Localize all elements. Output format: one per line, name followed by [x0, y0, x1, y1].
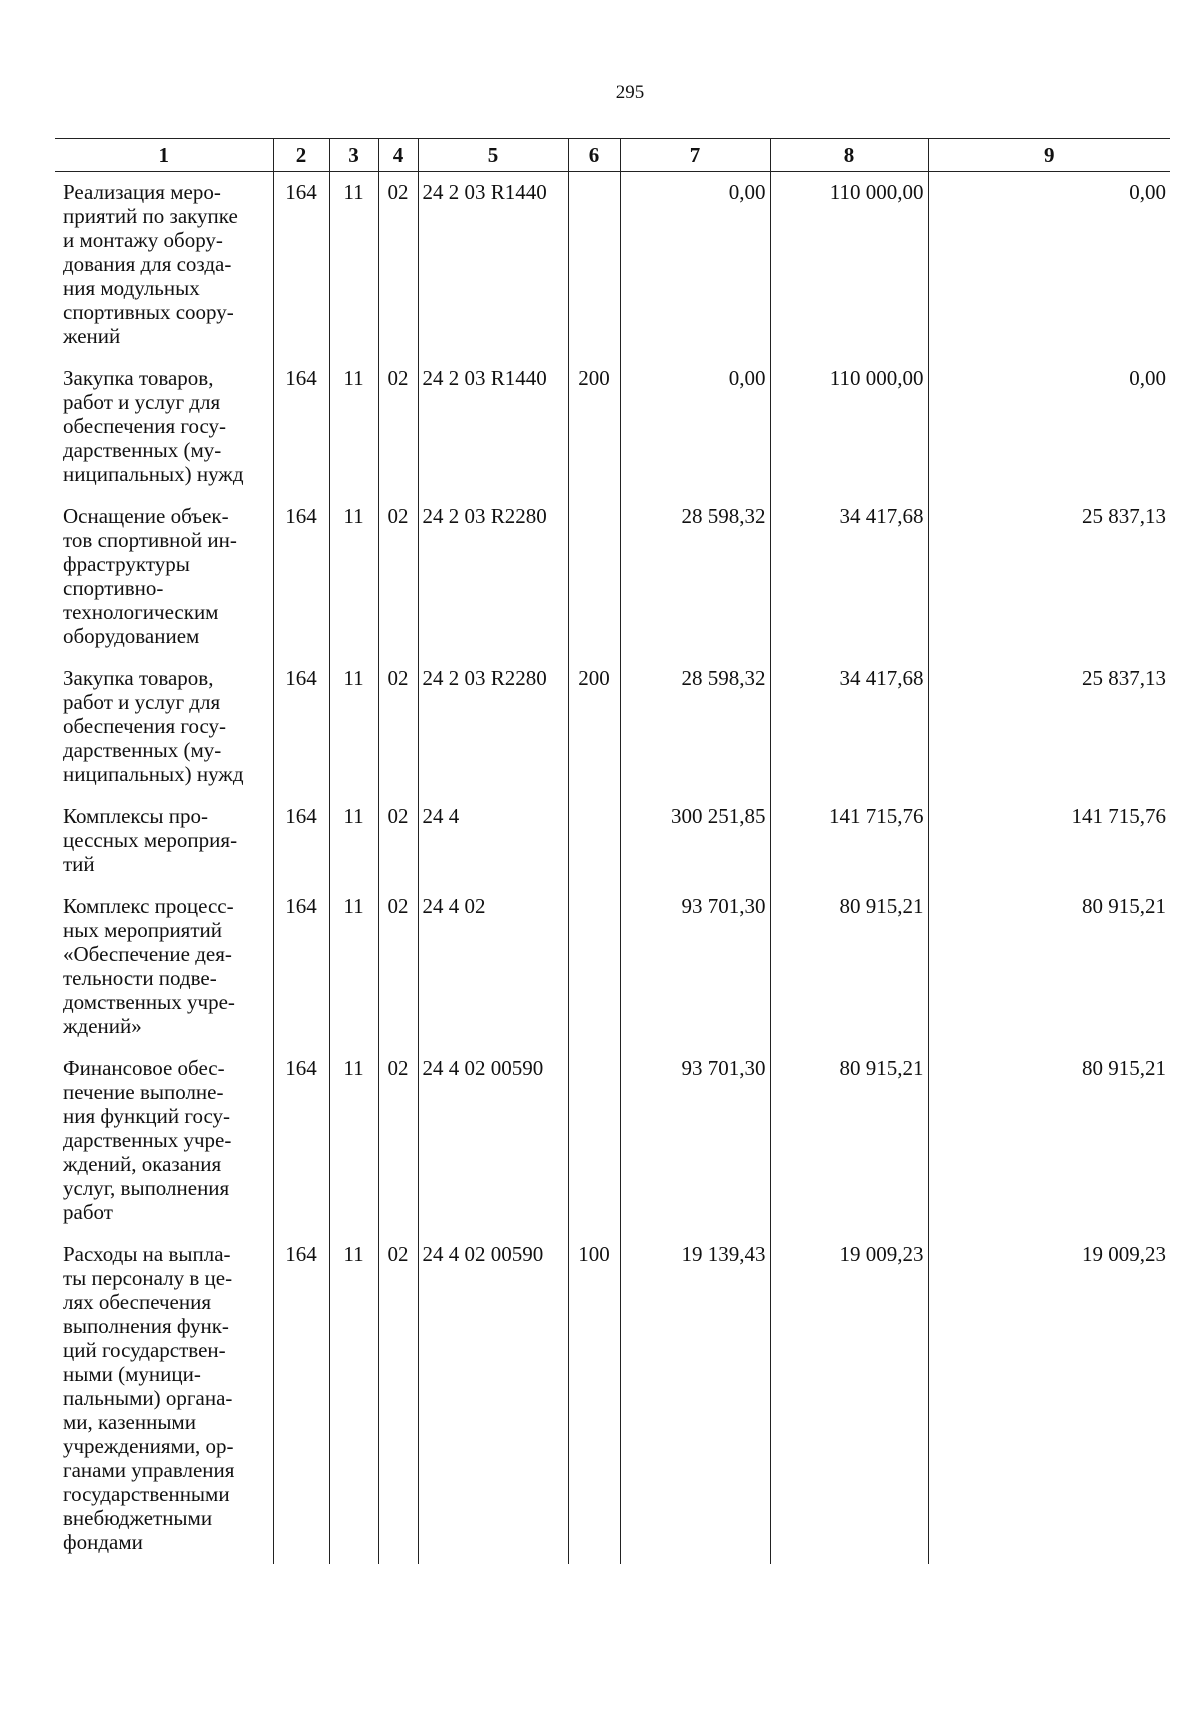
header-col-5: 5 [418, 139, 568, 172]
row-col-9: 25 837,13 [928, 658, 1170, 796]
row-col-3: 11 [329, 358, 378, 496]
row-col-6 [568, 1048, 620, 1234]
row-name: Комплекс процесс- ных мероприятий «Обеспечение дея- тельности подве- домственных учре- ждений» [63, 894, 235, 1038]
header-col-2: 2 [273, 139, 329, 172]
header-col-9: 9 [928, 139, 1170, 172]
row-col-6: 100 [568, 1234, 620, 1564]
budget-table [55, 138, 1170, 1564]
row-col-2: 164 [273, 172, 329, 359]
row-col-8: 34 417,68 [770, 496, 928, 658]
row-col-9: 80 915,21 [928, 1048, 1170, 1234]
row-col-6 [568, 496, 620, 658]
row-col-2: 164 [273, 658, 329, 796]
header-col-4: 4 [378, 139, 418, 172]
row-col-3: 11 [329, 658, 378, 796]
row-col-4: 02 [378, 172, 418, 359]
row-col-2: 164 [273, 358, 329, 496]
row-col-4: 02 [378, 1234, 418, 1564]
row-col-5: 24 2 03 R1440 [418, 172, 568, 359]
row-col-3: 11 [329, 886, 378, 1048]
row-col-7: 300 251,85 [620, 796, 770, 886]
row-name: Закупка товаров, работ и услуг для обеспечения госу- дарственных (му- ниципальных) нужд [63, 666, 244, 786]
row-name: Расходы на выпла- ты персоналу в це- лях обеспечения выполнения функ- ций государствен- ными (муници- пальными) органа- ми, казенными учреждениями, ор- ганами управления государственными внебюджетными фондами [63, 1242, 235, 1554]
row-col-2: 164 [273, 496, 329, 658]
row-col-3: 11 [329, 796, 378, 886]
row-col-7: 93 701,30 [620, 1048, 770, 1234]
row-col-3: 11 [329, 172, 378, 359]
header-col-6: 6 [568, 139, 620, 172]
row-col-8: 141 715,76 [770, 796, 928, 886]
row-col-7: 0,00 [620, 358, 770, 496]
row-col-8: 80 915,21 [770, 1048, 928, 1234]
row-col-5: 24 4 [418, 796, 568, 886]
row-name: Финансовое обес- печение выполне- ния функций госу- дарственных учре- ждений, оказания услуг, выполнения работ [63, 1056, 232, 1224]
row-col-3: 11 [329, 496, 378, 658]
table-row [55, 358, 1170, 496]
row-col-8: 80 915,21 [770, 886, 928, 1048]
row-col-5: 24 4 02 [418, 886, 568, 1048]
table-header-row [55, 139, 1170, 172]
row-col-6 [568, 796, 620, 886]
row-col-6: 200 [568, 658, 620, 796]
row-col-2: 164 [273, 1234, 329, 1564]
row-col-5: 24 4 02 00590 [418, 1234, 568, 1564]
row-name: Закупка товаров, работ и услуг для обеспечения госу- дарственных (му- ниципальных) нужд [63, 366, 244, 486]
row-col-9: 0,00 [928, 358, 1170, 496]
table-row [55, 658, 1170, 796]
row-col-9: 0,00 [928, 172, 1170, 359]
table-row [55, 1234, 1170, 1564]
row-col-5: 24 4 02 00590 [418, 1048, 568, 1234]
row-col-5: 24 2 03 R2280 [418, 658, 568, 796]
table-body [55, 172, 1170, 1565]
row-col-5: 24 2 03 R2280 [418, 496, 568, 658]
row-col-2: 164 [273, 796, 329, 886]
table-row [55, 796, 1170, 886]
row-col-3: 11 [329, 1048, 378, 1234]
row-col-9: 141 715,76 [928, 796, 1170, 886]
table-row [55, 496, 1170, 658]
table-row [55, 1048, 1170, 1234]
table-row [55, 172, 1170, 359]
header-col-1: 1 [55, 139, 273, 172]
row-col-2: 164 [273, 1048, 329, 1234]
row-col-7: 28 598,32 [620, 658, 770, 796]
row-col-7: 93 701,30 [620, 886, 770, 1048]
row-col-4: 02 [378, 496, 418, 658]
row-col-6 [568, 172, 620, 359]
header-col-8: 8 [770, 139, 928, 172]
row-col-4: 02 [378, 658, 418, 796]
row-col-7: 28 598,32 [620, 496, 770, 658]
row-col-3: 11 [329, 1234, 378, 1564]
row-col-4: 02 [378, 796, 418, 886]
row-col-6 [568, 886, 620, 1048]
header-col-3: 3 [329, 139, 378, 172]
row-col-7: 19 139,43 [620, 1234, 770, 1564]
row-col-4: 02 [378, 886, 418, 1048]
header-col-7: 7 [620, 139, 770, 172]
row-name: Комплексы про- цессных мероприя- тий [63, 804, 238, 876]
row-col-8: 19 009,23 [770, 1234, 928, 1564]
page-number: 295 [615, 82, 645, 103]
row-col-7: 0,00 [620, 172, 770, 359]
row-col-5: 24 2 03 R1440 [418, 358, 568, 496]
row-col-8: 110 000,00 [770, 172, 928, 359]
row-col-4: 02 [378, 1048, 418, 1234]
row-col-2: 164 [273, 886, 329, 1048]
table-row [55, 886, 1170, 1048]
row-name: Оснащение объек- тов спортивной ин- фраструктуры спортивно- технологическим оборудованием [63, 504, 237, 648]
row-col-8: 34 417,68 [770, 658, 928, 796]
row-col-9: 80 915,21 [928, 886, 1170, 1048]
row-col-9: 25 837,13 [928, 496, 1170, 658]
row-col-9: 19 009,23 [928, 1234, 1170, 1564]
row-col-6: 200 [568, 358, 620, 496]
row-col-8: 110 000,00 [770, 358, 928, 496]
row-col-4: 02 [378, 358, 418, 496]
row-name: Реализация меро- приятий по закупке и монтажу обору- дования для созда- ния модульных спортивных соору- жений [63, 180, 238, 348]
